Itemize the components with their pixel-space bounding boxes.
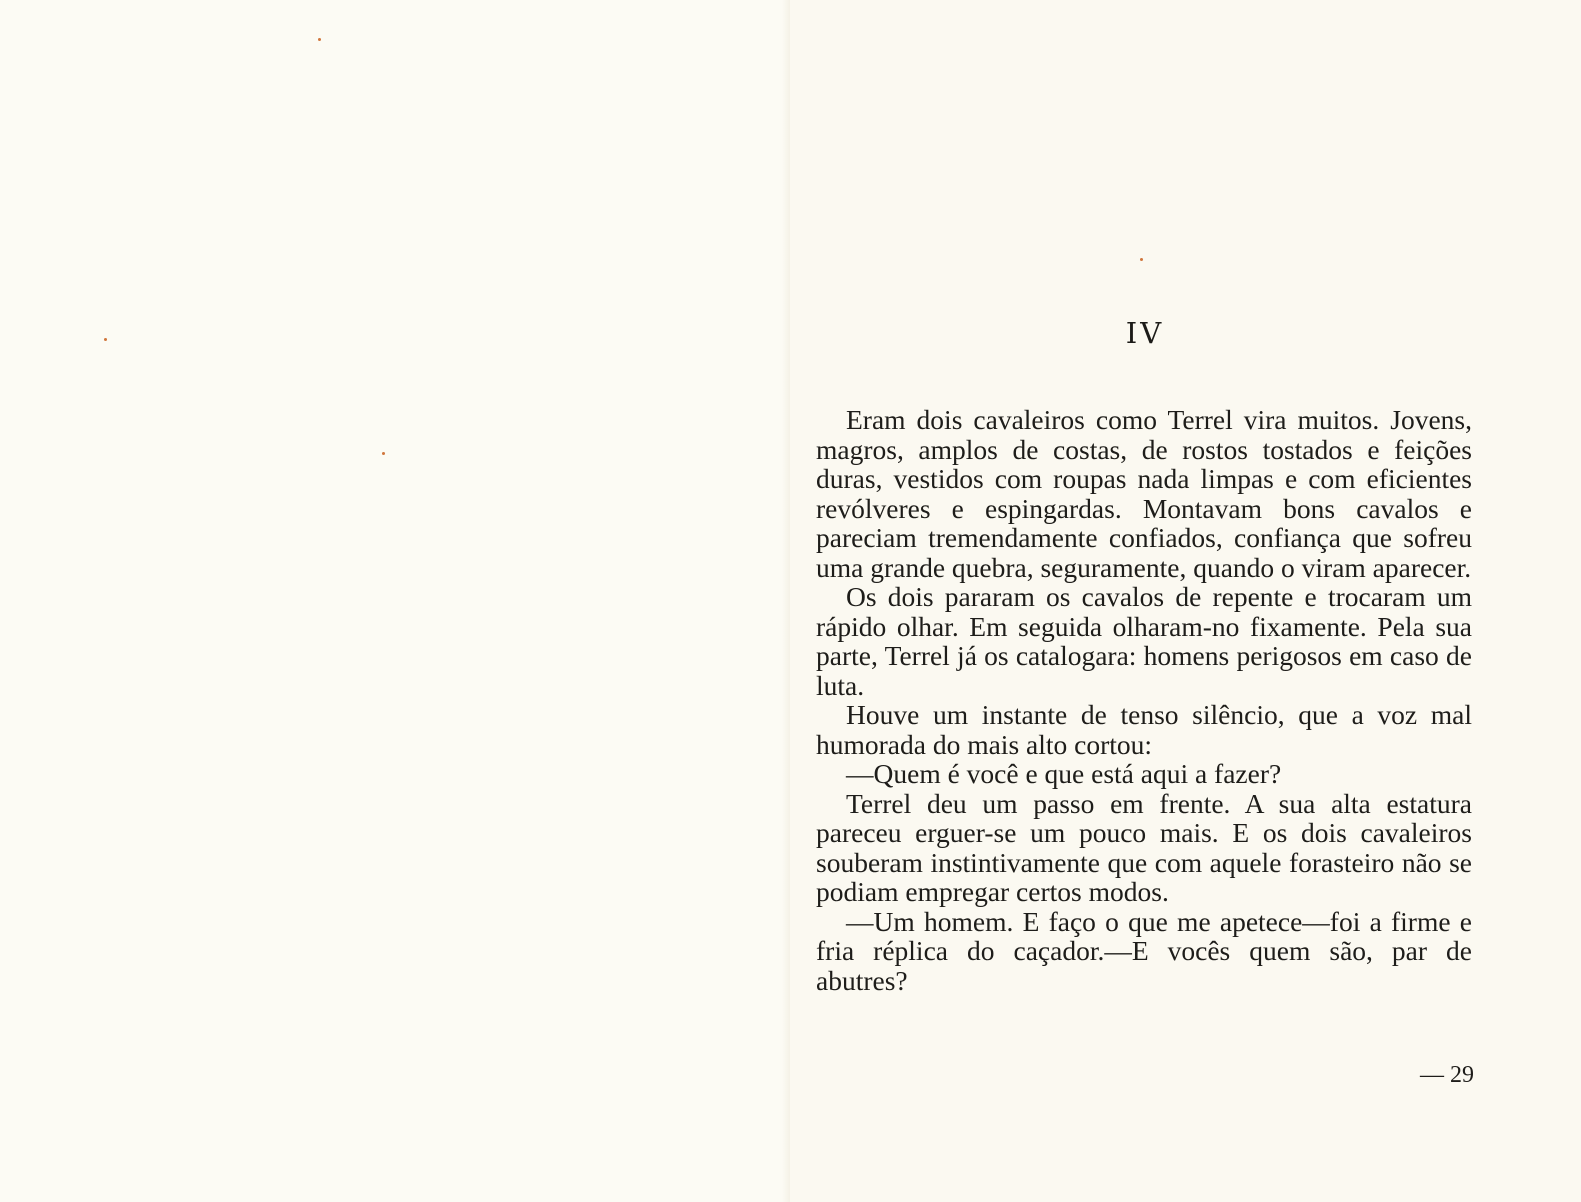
dialogue-line: —Quem é você e que está aqui a fazer? [846,758,1282,789]
paper-speck [382,452,385,455]
paper-speck [318,38,321,41]
chapter-body-text [816,405,1472,995]
left-page-blank [0,0,790,1202]
paragraph: Houve um instante de tenso silêncio, que a voz mal humorada do mais alto cortou: [816,699,1472,760]
paragraph: Eram dois cavaleiros como Terrel vira muitos. Jovens, magros, amplos de costas, de rostos tostados e feições duras, vestidos com roupas nada limpas e com eficientes revólveres e espingardas. Montavam bons cavalos e pareciam tremendamente confiados, confiança que sofreu uma grande quebra, seguramente, quando o viram aparecer. [816,404,1472,583]
dialogue-line: —Um homem. E faço o que me apetece—foi a firme e fria réplica do caçador.—E vocês quem são, par de abutres? [816,905,1472,996]
paragraph: Terrel deu um passo em frente. A sua alta estatura pareceu erguer-se um pouco mais. E os dois cavaleiros souberam instintivamente que com aquele forasteiro não se podiam empregar certos modos. [816,787,1472,907]
paragraph: Os dois pararam os cavalos de repente e trocaram um rápido olhar. Em seguida olharam-no fixamente. Pela sua parte, Terrel já os catalogara: homens perigosos em caso de luta. [816,581,1472,701]
paper-speck [1140,258,1143,261]
chapter-heading: IV [1125,316,1165,350]
paper-speck [104,338,107,341]
page-number: — 29 [1420,1062,1474,1088]
